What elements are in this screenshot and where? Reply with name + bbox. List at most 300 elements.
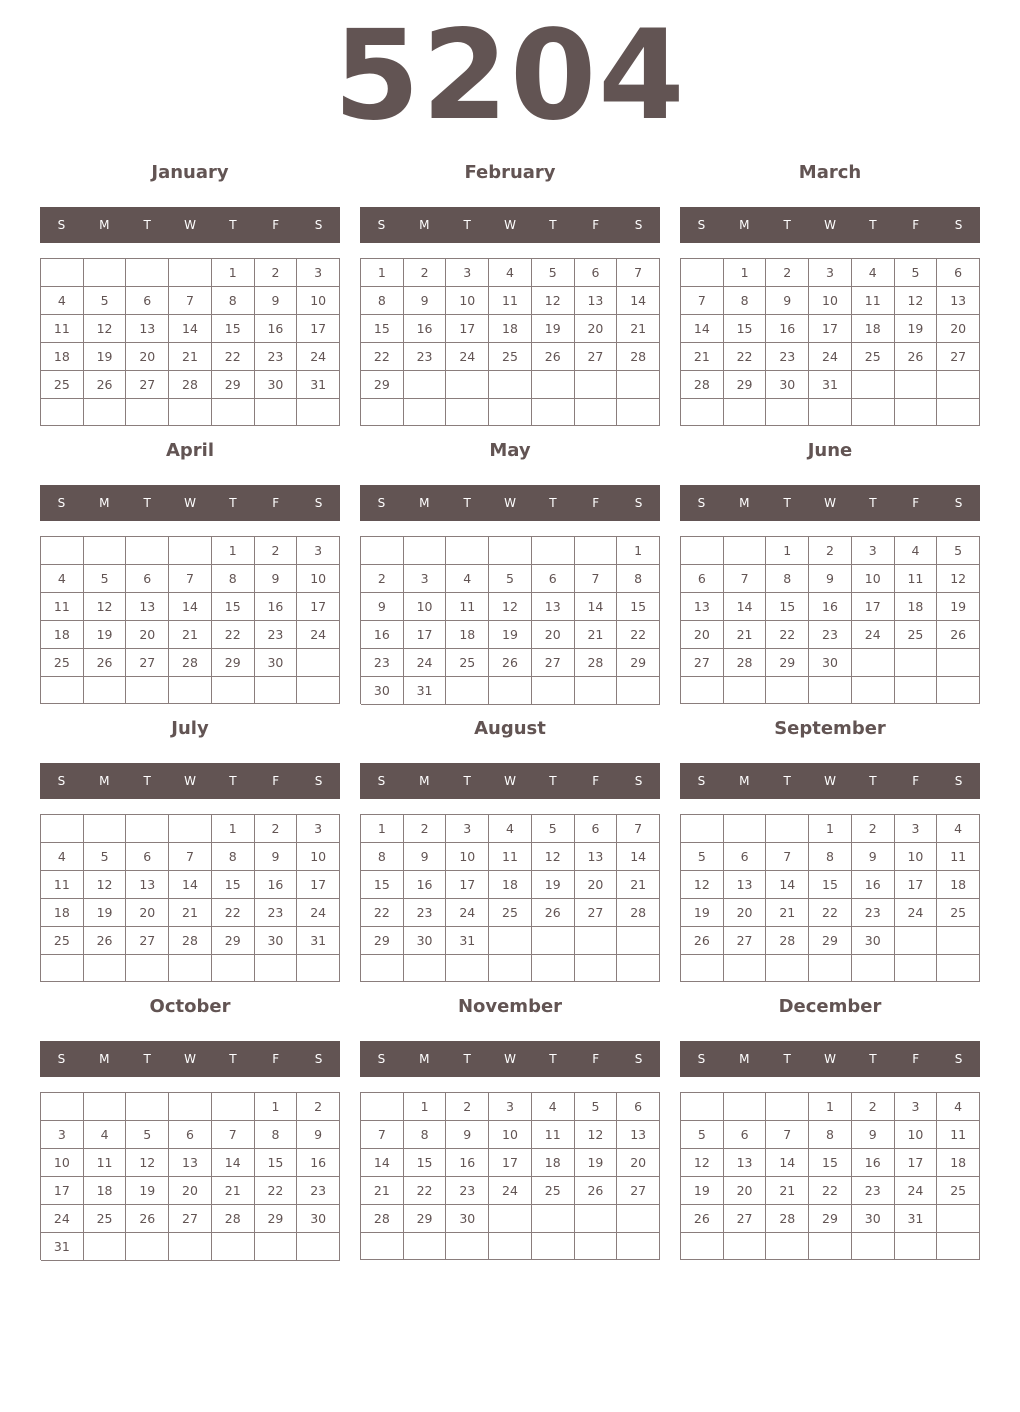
weekday-label: S (634, 496, 643, 510)
day-cell: 4 (937, 1093, 980, 1121)
empty-day-cell (212, 399, 255, 426)
empty-day-cell (169, 677, 212, 704)
day-cell: 27 (126, 649, 169, 677)
day-cell: 19 (895, 315, 938, 343)
weekday-label: S (697, 1052, 706, 1066)
empty-day-cell (361, 1233, 404, 1260)
empty-day-cell (895, 1233, 938, 1260)
day-cell: 27 (126, 927, 169, 955)
weekday-label: M (99, 1052, 110, 1066)
weekday-label: F (272, 218, 280, 232)
empty-day-cell (809, 1233, 852, 1260)
day-grid (360, 536, 660, 704)
day-cell: 14 (724, 593, 767, 621)
weekday-header (680, 763, 980, 799)
day-cell: 9 (255, 843, 298, 871)
day-cell: 9 (809, 565, 852, 593)
day-cell: 1 (361, 815, 404, 843)
day-cell: 15 (255, 1149, 298, 1177)
empty-day-cell (489, 371, 532, 399)
empty-day-cell (937, 927, 980, 955)
empty-day-cell (617, 1205, 660, 1233)
day-cell: 6 (724, 843, 767, 871)
day-grid (360, 814, 660, 982)
weekday-label: T (549, 1052, 557, 1066)
empty-day-cell (724, 399, 767, 426)
month-title: April (165, 440, 215, 461)
day-cell: 1 (404, 1093, 447, 1121)
month-title: December (778, 996, 882, 1017)
day-cell: 18 (446, 621, 489, 649)
empty-day-cell (446, 371, 489, 399)
weekday-label: T (783, 218, 791, 232)
day-cell: 29 (809, 1205, 852, 1233)
day-cell: 16 (852, 871, 895, 899)
day-grid (40, 1092, 340, 1260)
day-cell: 4 (41, 843, 84, 871)
weekday-label: F (592, 774, 600, 788)
weekday-label: F (272, 774, 280, 788)
day-cell: 6 (169, 1121, 212, 1149)
day-cell: 24 (446, 343, 489, 371)
day-cell: 15 (212, 315, 255, 343)
day-cell: 28 (681, 371, 724, 399)
empty-day-cell (84, 955, 127, 982)
empty-day-cell (809, 677, 852, 704)
weekday-label: M (419, 774, 430, 788)
empty-day-cell (361, 537, 404, 565)
day-cell: 1 (617, 537, 660, 565)
day-cell: 21 (169, 899, 212, 927)
day-cell: 18 (84, 1177, 127, 1205)
empty-day-cell (446, 677, 489, 705)
day-cell: 20 (575, 315, 618, 343)
empty-day-cell (766, 955, 809, 982)
day-cell: 3 (297, 259, 340, 287)
empty-day-cell (895, 649, 938, 677)
day-cell: 19 (84, 899, 127, 927)
weekday-label: T (143, 218, 151, 232)
empty-day-cell (361, 399, 404, 426)
day-cell: 2 (446, 1093, 489, 1121)
day-cell: 13 (937, 287, 980, 315)
day-cell: 22 (212, 899, 255, 927)
weekday-label: M (739, 218, 750, 232)
day-cell: 3 (489, 1093, 532, 1121)
day-cell: 22 (404, 1177, 447, 1205)
empty-day-cell (617, 677, 660, 705)
month-title: January (151, 162, 229, 183)
day-cell: 17 (404, 621, 447, 649)
day-cell: 18 (937, 1149, 980, 1177)
day-cell: 19 (681, 1177, 724, 1205)
day-grid (40, 814, 340, 982)
empty-day-cell (852, 371, 895, 399)
day-cell: 29 (724, 371, 767, 399)
day-cell: 13 (681, 593, 724, 621)
day-cell: 6 (617, 1093, 660, 1121)
empty-day-cell (852, 1233, 895, 1260)
day-cell: 24 (446, 899, 489, 927)
empty-day-cell (255, 399, 298, 426)
day-cell: 21 (361, 1177, 404, 1205)
day-cell: 21 (575, 621, 618, 649)
empty-day-cell (489, 399, 532, 426)
day-cell: 25 (41, 927, 84, 955)
empty-day-cell (126, 1233, 169, 1261)
day-cell: 28 (766, 927, 809, 955)
day-cell: 16 (809, 593, 852, 621)
weekday-label: T (783, 496, 791, 510)
weekday-label: T (549, 218, 557, 232)
empty-day-cell (446, 955, 489, 982)
empty-day-cell (126, 955, 169, 982)
weekday-label: S (634, 218, 643, 232)
empty-day-cell (489, 677, 532, 705)
day-cell: 27 (937, 343, 980, 371)
empty-day-cell (532, 371, 575, 399)
day-cell: 10 (895, 1121, 938, 1149)
year-title: 5204 (333, 4, 687, 148)
day-cell: 2 (809, 537, 852, 565)
day-cell: 15 (617, 593, 660, 621)
day-cell: 23 (404, 899, 447, 927)
day-cell: 24 (895, 1177, 938, 1205)
weekday-label: S (377, 774, 386, 788)
day-cell: 25 (937, 899, 980, 927)
day-cell: 29 (361, 371, 404, 399)
empty-day-cell (681, 537, 724, 565)
day-cell: 21 (766, 899, 809, 927)
day-cell: 10 (41, 1149, 84, 1177)
day-cell: 14 (766, 1149, 809, 1177)
weekday-label: W (824, 1052, 836, 1066)
empty-day-cell (724, 677, 767, 704)
weekday-header (360, 1041, 660, 1077)
empty-day-cell (84, 815, 127, 843)
empty-day-cell (532, 1233, 575, 1260)
empty-day-cell (724, 537, 767, 565)
day-cell: 15 (809, 871, 852, 899)
day-cell: 11 (937, 1121, 980, 1149)
day-cell: 11 (41, 593, 84, 621)
day-cell: 26 (681, 927, 724, 955)
day-cell: 7 (617, 259, 660, 287)
day-cell: 1 (212, 815, 255, 843)
weekday-label: T (869, 1052, 877, 1066)
day-cell: 18 (895, 593, 938, 621)
day-cell: 20 (724, 1177, 767, 1205)
day-cell: 29 (212, 371, 255, 399)
day-cell: 5 (532, 259, 575, 287)
empty-day-cell (126, 537, 169, 565)
day-cell: 29 (212, 927, 255, 955)
day-cell: 25 (937, 1177, 980, 1205)
empty-day-cell (126, 399, 169, 426)
empty-day-cell (575, 537, 618, 565)
weekday-label: T (869, 774, 877, 788)
empty-day-cell (297, 649, 340, 677)
day-cell: 28 (169, 927, 212, 955)
month-title: May (489, 440, 531, 461)
day-cell: 27 (169, 1205, 212, 1233)
day-cell: 24 (895, 899, 938, 927)
day-cell: 25 (489, 343, 532, 371)
day-cell: 29 (617, 649, 660, 677)
day-cell: 15 (212, 593, 255, 621)
empty-day-cell (126, 677, 169, 704)
day-cell: 12 (937, 565, 980, 593)
empty-day-cell (169, 955, 212, 982)
day-cell: 23 (404, 343, 447, 371)
day-cell: 26 (532, 343, 575, 371)
day-cell: 6 (937, 259, 980, 287)
day-cell: 20 (126, 621, 169, 649)
day-cell: 31 (297, 927, 340, 955)
day-cell: 15 (724, 315, 767, 343)
day-cell: 9 (766, 287, 809, 315)
weekday-label: T (549, 496, 557, 510)
empty-day-cell (681, 399, 724, 426)
day-cell: 5 (84, 565, 127, 593)
weekday-header (360, 207, 660, 243)
day-cell: 10 (489, 1121, 532, 1149)
empty-day-cell (895, 955, 938, 982)
day-cell: 10 (852, 565, 895, 593)
day-cell: 13 (126, 315, 169, 343)
day-cell: 8 (212, 843, 255, 871)
day-cell: 13 (724, 1149, 767, 1177)
day-cell: 17 (446, 871, 489, 899)
weekday-label: T (549, 774, 557, 788)
day-cell: 9 (297, 1121, 340, 1149)
day-cell: 24 (852, 621, 895, 649)
weekday-label: W (184, 218, 196, 232)
month-title: February (464, 162, 556, 183)
day-cell: 5 (84, 287, 127, 315)
weekday-label: W (184, 496, 196, 510)
day-cell: 19 (681, 899, 724, 927)
day-cell: 16 (361, 621, 404, 649)
empty-day-cell (766, 1233, 809, 1260)
day-cell: 5 (681, 843, 724, 871)
day-cell: 12 (575, 1121, 618, 1149)
weekday-label: W (824, 496, 836, 510)
day-cell: 6 (681, 565, 724, 593)
empty-day-cell (84, 1093, 127, 1121)
day-cell: 16 (255, 593, 298, 621)
day-cell: 6 (126, 565, 169, 593)
day-cell: 11 (489, 843, 532, 871)
day-cell: 8 (212, 565, 255, 593)
day-cell: 31 (41, 1233, 84, 1261)
weekday-label: S (377, 218, 386, 232)
day-cell: 20 (126, 899, 169, 927)
empty-day-cell (41, 815, 84, 843)
weekday-label: S (954, 774, 963, 788)
day-cell: 2 (361, 565, 404, 593)
empty-day-cell (724, 955, 767, 982)
empty-day-cell (724, 815, 767, 843)
day-cell: 10 (297, 565, 340, 593)
day-cell: 5 (575, 1093, 618, 1121)
day-cell: 3 (446, 259, 489, 287)
weekday-header (360, 763, 660, 799)
day-cell: 31 (895, 1205, 938, 1233)
day-cell: 12 (681, 871, 724, 899)
empty-day-cell (126, 815, 169, 843)
empty-day-cell (681, 1093, 724, 1121)
day-cell: 13 (617, 1121, 660, 1149)
empty-day-cell (297, 1233, 340, 1261)
day-cell: 11 (41, 871, 84, 899)
day-cell: 22 (809, 1177, 852, 1205)
day-cell: 16 (766, 315, 809, 343)
day-cell: 17 (446, 315, 489, 343)
empty-day-cell (41, 399, 84, 426)
weekday-label: F (912, 774, 920, 788)
empty-day-cell (41, 537, 84, 565)
day-grid (360, 258, 660, 426)
day-cell: 29 (361, 927, 404, 955)
weekday-label: S (634, 1052, 643, 1066)
day-cell: 9 (404, 843, 447, 871)
day-cell: 26 (937, 621, 980, 649)
empty-day-cell (212, 677, 255, 704)
weekday-label: T (143, 1052, 151, 1066)
day-cell: 1 (766, 537, 809, 565)
empty-day-cell (809, 955, 852, 982)
empty-day-cell (169, 1093, 212, 1121)
weekday-label: S (314, 1052, 323, 1066)
month-title: August (474, 718, 546, 739)
day-cell: 14 (169, 315, 212, 343)
day-cell: 14 (361, 1149, 404, 1177)
empty-day-cell (617, 955, 660, 982)
day-cell: 29 (255, 1205, 298, 1233)
day-cell: 21 (617, 315, 660, 343)
day-cell: 28 (212, 1205, 255, 1233)
day-cell: 26 (895, 343, 938, 371)
day-cell: 8 (724, 287, 767, 315)
empty-day-cell (575, 371, 618, 399)
day-cell: 30 (809, 649, 852, 677)
day-cell: 21 (724, 621, 767, 649)
day-cell: 7 (617, 815, 660, 843)
day-cell: 2 (255, 815, 298, 843)
day-cell: 10 (809, 287, 852, 315)
day-cell: 26 (84, 371, 127, 399)
day-cell: 13 (126, 871, 169, 899)
empty-day-cell (575, 955, 618, 982)
day-cell: 15 (766, 593, 809, 621)
day-cell: 23 (255, 899, 298, 927)
empty-day-cell (169, 399, 212, 426)
day-cell: 15 (404, 1149, 447, 1177)
day-cell: 4 (41, 565, 84, 593)
day-cell: 25 (489, 899, 532, 927)
day-cell: 26 (84, 649, 127, 677)
day-cell: 8 (809, 843, 852, 871)
day-cell: 7 (724, 565, 767, 593)
day-cell: 12 (126, 1149, 169, 1177)
day-cell: 17 (489, 1149, 532, 1177)
day-cell: 28 (169, 649, 212, 677)
weekday-label: F (912, 218, 920, 232)
day-cell: 4 (84, 1121, 127, 1149)
day-cell: 10 (446, 843, 489, 871)
day-cell: 7 (169, 843, 212, 871)
empty-day-cell (255, 955, 298, 982)
day-cell: 24 (297, 899, 340, 927)
day-cell: 23 (361, 649, 404, 677)
empty-day-cell (852, 649, 895, 677)
day-cell: 12 (84, 871, 127, 899)
day-cell: 21 (169, 343, 212, 371)
empty-day-cell (41, 677, 84, 704)
day-cell: 7 (361, 1121, 404, 1149)
day-cell: 17 (809, 315, 852, 343)
day-cell: 3 (809, 259, 852, 287)
day-cell: 21 (617, 871, 660, 899)
weekday-label: S (314, 496, 323, 510)
day-cell: 30 (446, 1205, 489, 1233)
day-cell: 23 (809, 621, 852, 649)
day-cell: 24 (809, 343, 852, 371)
weekday-label: W (504, 218, 516, 232)
day-cell: 28 (617, 343, 660, 371)
day-cell: 11 (84, 1149, 127, 1177)
day-cell: 23 (852, 1177, 895, 1205)
day-cell: 6 (532, 565, 575, 593)
empty-day-cell (446, 399, 489, 426)
day-cell: 31 (297, 371, 340, 399)
empty-day-cell (169, 537, 212, 565)
day-cell: 17 (297, 315, 340, 343)
day-cell: 5 (895, 259, 938, 287)
day-cell: 14 (766, 871, 809, 899)
empty-day-cell (532, 399, 575, 426)
day-cell: 4 (532, 1093, 575, 1121)
month-title: June (807, 440, 853, 461)
empty-day-cell (617, 399, 660, 426)
day-cell: 7 (169, 565, 212, 593)
day-cell: 16 (446, 1149, 489, 1177)
day-cell: 14 (575, 593, 618, 621)
day-cell: 21 (212, 1177, 255, 1205)
day-cell: 23 (255, 343, 298, 371)
weekday-label: S (634, 774, 643, 788)
day-cell: 10 (297, 287, 340, 315)
weekday-label: W (504, 774, 516, 788)
day-cell: 11 (852, 287, 895, 315)
weekday-header (680, 207, 980, 243)
day-cell: 15 (212, 871, 255, 899)
empty-day-cell (532, 677, 575, 705)
weekday-label: F (592, 1052, 600, 1066)
month-title: November (457, 996, 563, 1017)
day-cell: 26 (84, 927, 127, 955)
day-cell: 3 (41, 1121, 84, 1149)
day-cell: 9 (404, 287, 447, 315)
empty-day-cell (575, 1205, 618, 1233)
day-cell: 30 (255, 371, 298, 399)
empty-day-cell (937, 677, 980, 704)
day-cell: 1 (361, 259, 404, 287)
day-cell: 6 (126, 287, 169, 315)
day-cell: 28 (361, 1205, 404, 1233)
empty-day-cell (724, 1233, 767, 1260)
